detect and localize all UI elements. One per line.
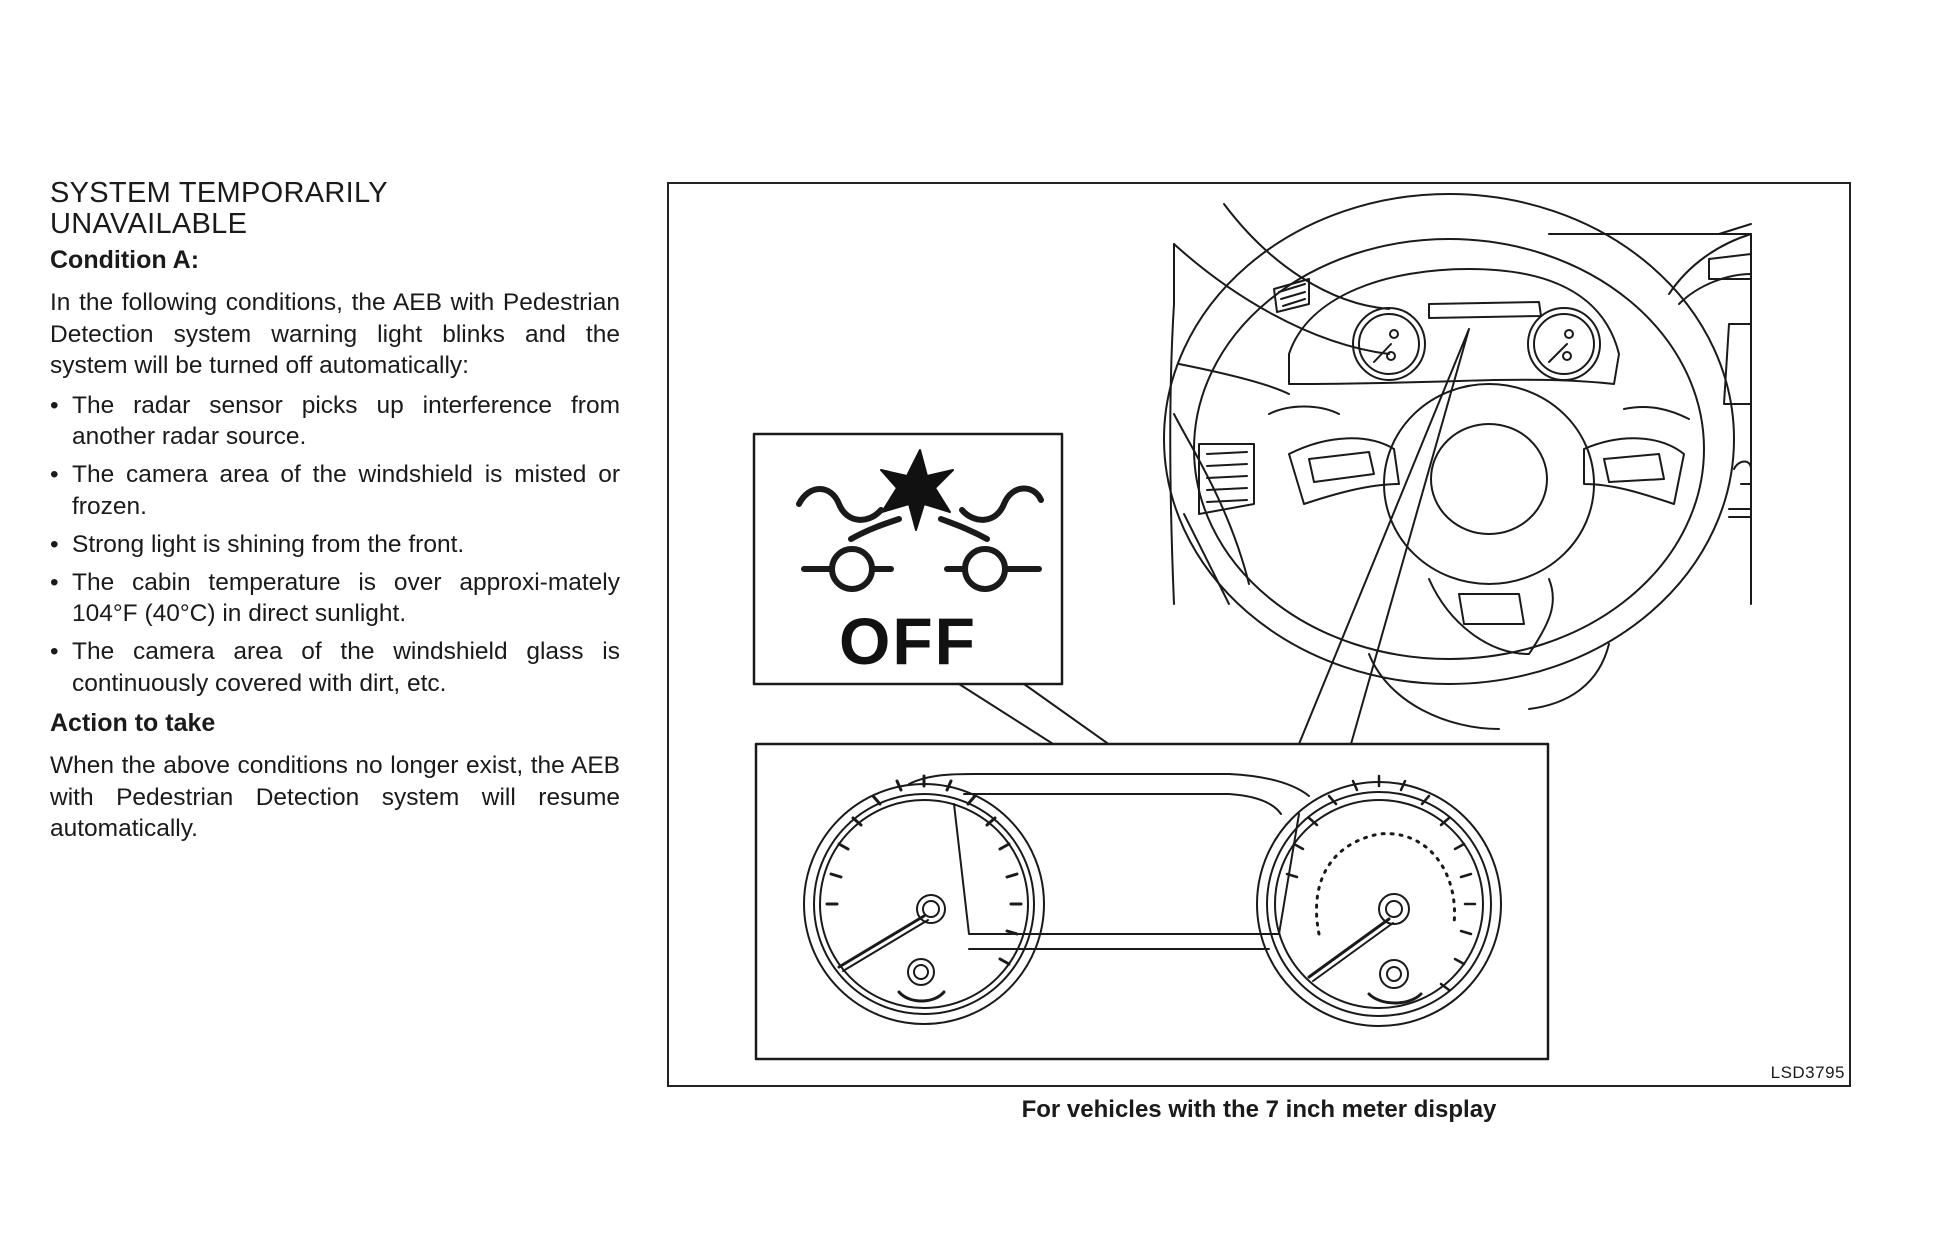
- action-paragraph: When the above conditions no longer exist, the AEB with Pedestrian Detection system will resume automatically.: [50, 752, 620, 842]
- condition-heading: Condition A:: [50, 246, 200, 274]
- meter-cluster: [756, 744, 1548, 1059]
- list-item: [50, 459, 620, 522]
- list-item-text: The radar sensor picks up interference from another radar source.: [72, 391, 620, 450]
- bullet-icon: •: [50, 568, 59, 596]
- list-item: [50, 636, 620, 699]
- section-title-line2: UNAVAILABLE: [50, 208, 248, 240]
- section-title-line1: SYSTEM TEMPORARILY: [50, 177, 388, 209]
- bullet-icon: •: [50, 530, 59, 558]
- warning-off-label: OFF: [839, 604, 977, 678]
- section-title: [50, 178, 620, 240]
- condition-list: [50, 390, 620, 700]
- list-item: [50, 390, 620, 453]
- intro-paragraph: In the following conditions, the AEB with Pedestrian Detection system warning light blinks and the system will be turned off automatically:: [50, 289, 620, 379]
- dashboard-illustration: [669, 184, 1853, 1089]
- bullet-icon: •: [50, 391, 59, 419]
- list-item-text: Strong light is shining from the front.: [72, 530, 465, 558]
- steering-wheel-illustration: [1164, 194, 1751, 729]
- text-column: [50, 178, 620, 853]
- warning-callout: [754, 434, 1062, 684]
- list-item-text: The cabin temperature is over approxi-mately 104°F (40°C) in direct sunlight.: [72, 568, 620, 627]
- list-item: [50, 529, 620, 561]
- list-item-text: The camera area of the windshield glass is continuously covered with dirt, etc.: [72, 638, 620, 697]
- leader-line-meter: [1299, 329, 1469, 744]
- action-heading: Action to take: [50, 709, 216, 737]
- figure-frame: [667, 182, 1851, 1087]
- figure-code: LSD3795: [1770, 1063, 1845, 1082]
- list-item: [50, 567, 620, 630]
- list-item-text: The camera area of the windshield is misted or frozen.: [72, 461, 620, 520]
- bullet-icon: •: [50, 461, 59, 488]
- figure-caption: For vehicles with the 7 inch meter display: [1021, 1096, 1497, 1123]
- bullet-icon: •: [50, 638, 59, 665]
